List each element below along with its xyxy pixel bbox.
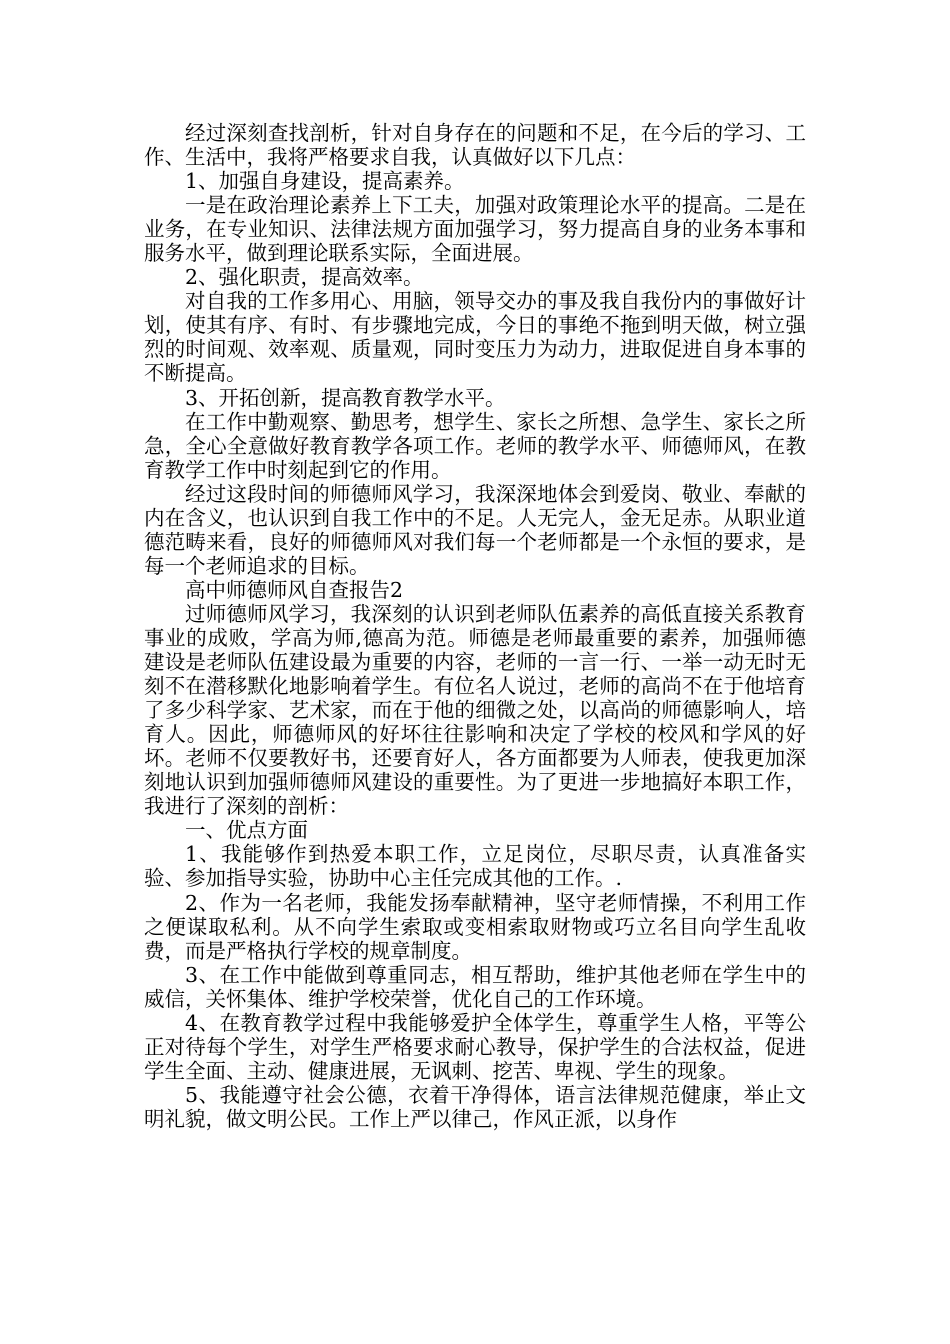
paragraph-item-2: 对自我的工作多用心、用脑，领导交办的事及我自我份内的事做好计划，使其有序、有时、有步骤地完成，今日的事绝不拖到明天做，树立强烈的时间观、效率观、质量观，同时变压力为动力，进取促进自身本事的不断提高。 (144, 289, 806, 386)
paragraph-intro: 经过深刻查找剖析，针对自身存在的问题和不足，在今后的学习、工作、生活中，我将严格要求自我，认真做好以下几点： (144, 121, 806, 170)
paragraph-summary: 经过这段时间的师德师风学习，我深深地体会到爱岗、敬业、奉献的内在含义，也认识到自我工作中的不足。人无完人，金无足赤。从职业道德范畴来看，良好的师德师风对我们每一个老师都是一个永恒的要求，是每一个老师追求的目标。 (144, 481, 806, 578)
heading-item-2: 2、强化职责，提高效率。 (185, 265, 424, 290)
paragraph-item-1: 一是在政治理论素养上下工夫，加强对政策理论水平的提高。二是在业务，在专业知识、法律法规方面加强学习，努力提高自身的业务本事和服务水平，做到理论联系实际，全面进展。 (144, 193, 806, 266)
strength-item-2: 2、作为一名老师，我能发扬奉献精神，坚守老师情操，不利用工作之便谋取私利。从不向学生索取或变相索取财物或巧立名目向学生乱收费，而是严格执行学校的规章制度。 (144, 890, 806, 963)
document-body (144, 121, 806, 1131)
paragraph-report-intro: 过师德师风学习，我深刻的认识到老师队伍素养的高低直接关系教育事业的成败，学高为师,德高为范。师德是老师最重要的素养，加强师德建设是老师队伍建设最为重要的内容，老师的一言一行、一举一动无时无刻不在潜移默化地影响着学生。有位名人说过，老师的高尚不在于他培育了多少科学家、艺术家，而在于他的细微之处，以高尚的师德影响人，培育人。因此，师德师风的好坏往往影响和决定了学校的校风和学风的好坏。老师不仅要教好书，还要育好人，各方面都要为人师表，使我更加深刻地认识到加强师德师风建设的重要性。为了更进一步地搞好本职工作，我进行了深刻的剖析： (144, 601, 806, 819)
heading-item-3: 3、开拓创新，提高教育教学水平。 (185, 385, 506, 410)
strength-item-5: 5、我能遵守社会公德，衣着干净得体，语言法律规范健康，举止文明礼貌，做文明公民。工作上严以律己，作风正派，以身作 (144, 1082, 806, 1131)
strength-item-1: 1、我能够作到热爱本职工作，立足岗位，尽职尽责，认真准备实验、参加指导实验，协助中心主任完成其他的工作。. (144, 842, 806, 891)
heading-item-1: 1、加强自身建设，提高素养。 (185, 169, 465, 194)
section-heading-strengths: 一、优点方面 (185, 818, 308, 843)
strength-item-3: 3、在工作中能做到尊重同志，相互帮助，维护其他老师在学生中的威信，关怀集体、维护学校荣誉，优化自己的工作环境。 (144, 962, 806, 1011)
strength-item-4: 4、在教育教学过程中我能够爱护全体学生，尊重学生人格，平等公正对待每个学生，对学生严格要求耐心教导，保护学生的合法权益，促进学生全面、主动、健康进展，无讽刺、挖苦、卑视、学生的现象。 (144, 1010, 806, 1083)
paragraph-item-3: 在工作中勤观察、勤思考，想学生、家长之所想、急学生、家长之所急，全心全意做好教育教学各项工作。老师的教学水平、师德师风，在教育教学工作中时刻起到它的作用。 (144, 409, 806, 482)
report-title-2: 高中师德师风自查报告2 (185, 577, 404, 602)
